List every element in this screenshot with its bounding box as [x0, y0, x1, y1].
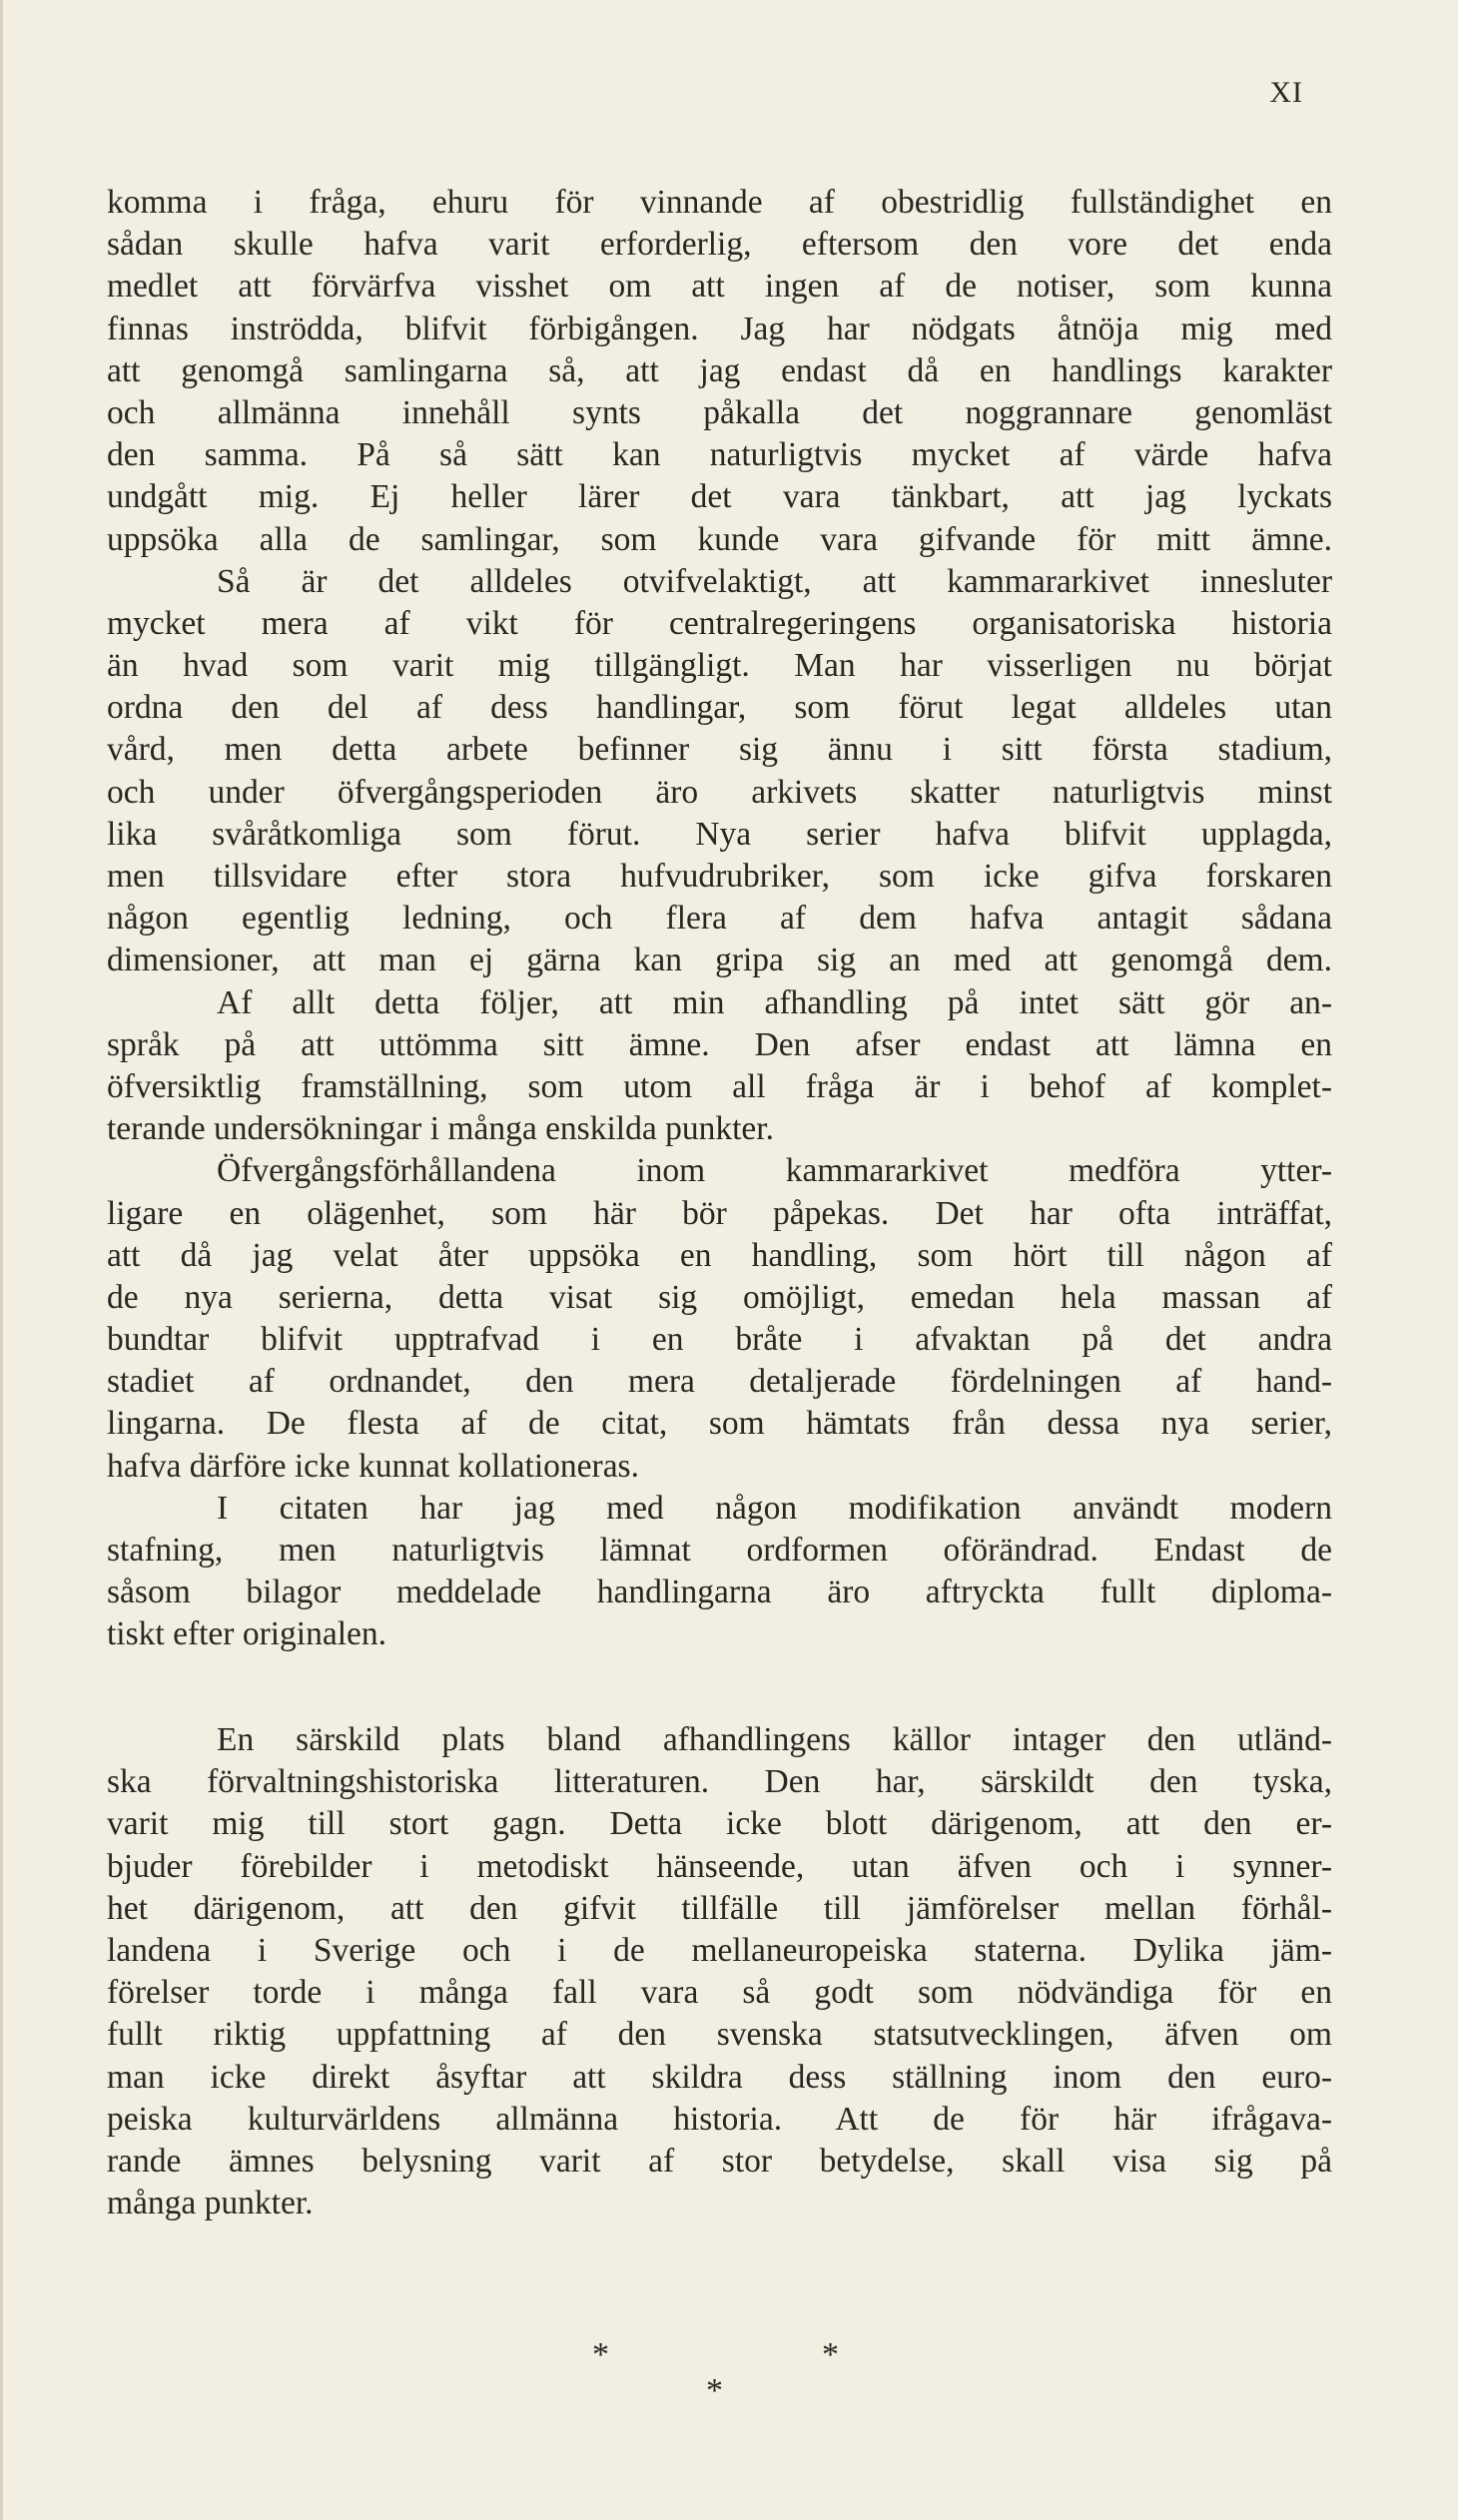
- text-line: att genomgå samlingarna så, att jag endast då en handlings karakter: [107, 351, 1332, 389]
- text-line: och under öfvergångsperioden äro arkivets skatter naturligtvis minst: [107, 773, 1332, 811]
- text-line: och allmänna innehåll synts påkalla det noggrannare genomläst: [107, 393, 1332, 431]
- text-line: het därigenom, att den gifvit tillfälle till jämförelser mellan förhål-: [107, 1889, 1332, 1927]
- text-line: I citaten har jag med någon modifikation användt modern: [217, 1489, 1332, 1527]
- text-line: tiskt efter originalen.: [107, 1615, 387, 1653]
- text-line: den samma. På så sätt kan naturligtvis mycket af värde hafva: [107, 436, 1332, 474]
- text-line: ordna den del af dess handlingar, som förut legat alldeles utan: [107, 689, 1332, 727]
- text-line: såsom bilagor meddelade handlingarna äro aftryckta fullt diploma-: [107, 1574, 1332, 1611]
- text-line: uppsöka alla de samlingar, som kunde vara gifvande för mitt ämne.: [107, 520, 1332, 558]
- text-line: rande ämnes belysning varit af stor betydelse, skall visa sig på: [107, 2142, 1332, 2180]
- text-line: Af allt detta följer, att min afhandling på intet sätt gör an-: [217, 983, 1332, 1021]
- text-line: landena i Sverige och i de mellaneuropeiska staterna. Dylika jäm-: [107, 1931, 1332, 1969]
- text-line: man icke direkt åsyftar att skildra dess ställning inom den euro-: [107, 2058, 1332, 2096]
- text-line: mycket mera af vikt för centralregeringens organisatoriska historia: [107, 604, 1332, 642]
- text-line: stafning, men naturligtvis lämnat ordformen oförändrad. Endast de: [107, 1532, 1332, 1569]
- text-line: de nya serierna, detta visat sig omöjligt, emedan hela massan af: [107, 1278, 1332, 1316]
- text-line: att då jag velat åter uppsöka en handling, som hört till någon af: [107, 1236, 1332, 1274]
- text-line: stadiet af ordnandet, den mera detaljerade fördelningen af hand-: [107, 1363, 1332, 1401]
- section-2: [107, 1719, 1332, 2224]
- text-line: Så är det alldeles otvifvelaktigt, att kammararkivet innesluter: [217, 562, 1332, 600]
- text-line: ligare en olägenhet, som här bör påpekas. Det har ofta inträffat,: [107, 1194, 1332, 1232]
- text-line: fullt riktig uppfattning af den svenska statsutvecklingen, äfven om: [107, 2016, 1332, 2054]
- text-line: hafva därföre icke kunnat kollationeras.: [107, 1447, 639, 1485]
- text-line: varit mig till stort gagn. Detta icke blott därigenom, att den er-: [107, 1805, 1332, 1843]
- text-line: språk på att uttömma sitt ämne. Den afser endast att lämna en: [107, 1025, 1332, 1063]
- text-line: öfversiktlig framställning, som utom all fråga är i behof af komplet-: [107, 1067, 1332, 1105]
- text-line: än hvad som varit mig tillgängligt. Man har visserligen nu börjat: [107, 647, 1332, 685]
- text-line: många punkter.: [107, 2185, 314, 2222]
- text-line: bjuder förebilder i metodiskt hänseende, utan äfven och i synner-: [107, 1847, 1332, 1885]
- text-line: terande undersökningar i många enskilda punkter.: [107, 1110, 774, 1148]
- text-line: dimensioner, att man ej gärna kan gripa sig an med att genomgå dem.: [107, 942, 1332, 979]
- text-line: bundtar blifvit upptrafvad i en bråte i afvaktan på det andra: [107, 1321, 1332, 1359]
- text-line: medlet att förvärfva visshet om att ingen af de notiser, som kunna: [107, 268, 1332, 306]
- asterisk-glyph: *: [822, 2336, 839, 2373]
- asterisk-glyph: *: [592, 2336, 609, 2373]
- text-line: men tillsvidare efter stora hufvudrubriker, som icke gifva forskaren: [107, 858, 1332, 895]
- text-line: förelser torde i många fall vara så godt som nödvändiga för en: [107, 1974, 1332, 2012]
- text-line: sådan skulle hafva varit erforderlig, eftersom den vore det enda: [107, 226, 1332, 264]
- asterisk-glyph: *: [706, 2372, 723, 2409]
- text-line: ska förvaltningshistoriska litteraturen. Den har, särskildt den tyska,: [107, 1763, 1332, 1801]
- text-line: vård, men detta arbete befinner sig ännu i sitt första stadium,: [107, 731, 1332, 769]
- text-line: lingarna. De flesta af de citat, som hämtats från dessa nya serier,: [107, 1405, 1332, 1443]
- text-line: finnas inströdda, blifvit förbigången. Jag har nödgats åtnöja mig med: [107, 310, 1332, 347]
- section-1: [107, 182, 1332, 1656]
- asterism-divider: [572, 2336, 872, 2426]
- text-line: peiska kulturvärldens allmänna historia. Att de för här ifrågava-: [107, 2100, 1332, 2138]
- text-line: Öfvergångsförhållandena inom kammararkivet medföra ytter-: [217, 1152, 1332, 1190]
- text-line: En särskild plats bland afhandlingens källor intager den utländ-: [217, 1721, 1332, 1758]
- page-number: XI: [1269, 76, 1303, 109]
- text-line: lika svåråtkomliga som förut. Nya serier hafva blifvit upplagda,: [107, 815, 1332, 853]
- text-line: någon egentlig ledning, och flera af dem hafva antagit sådana: [107, 900, 1332, 938]
- text-line: komma i fråga, ehuru för vinnande af obestridlig fullständighet en: [107, 184, 1332, 221]
- text-line: undgått mig. Ej heller lärer det vara tänkbart, att jag lyckats: [107, 478, 1332, 516]
